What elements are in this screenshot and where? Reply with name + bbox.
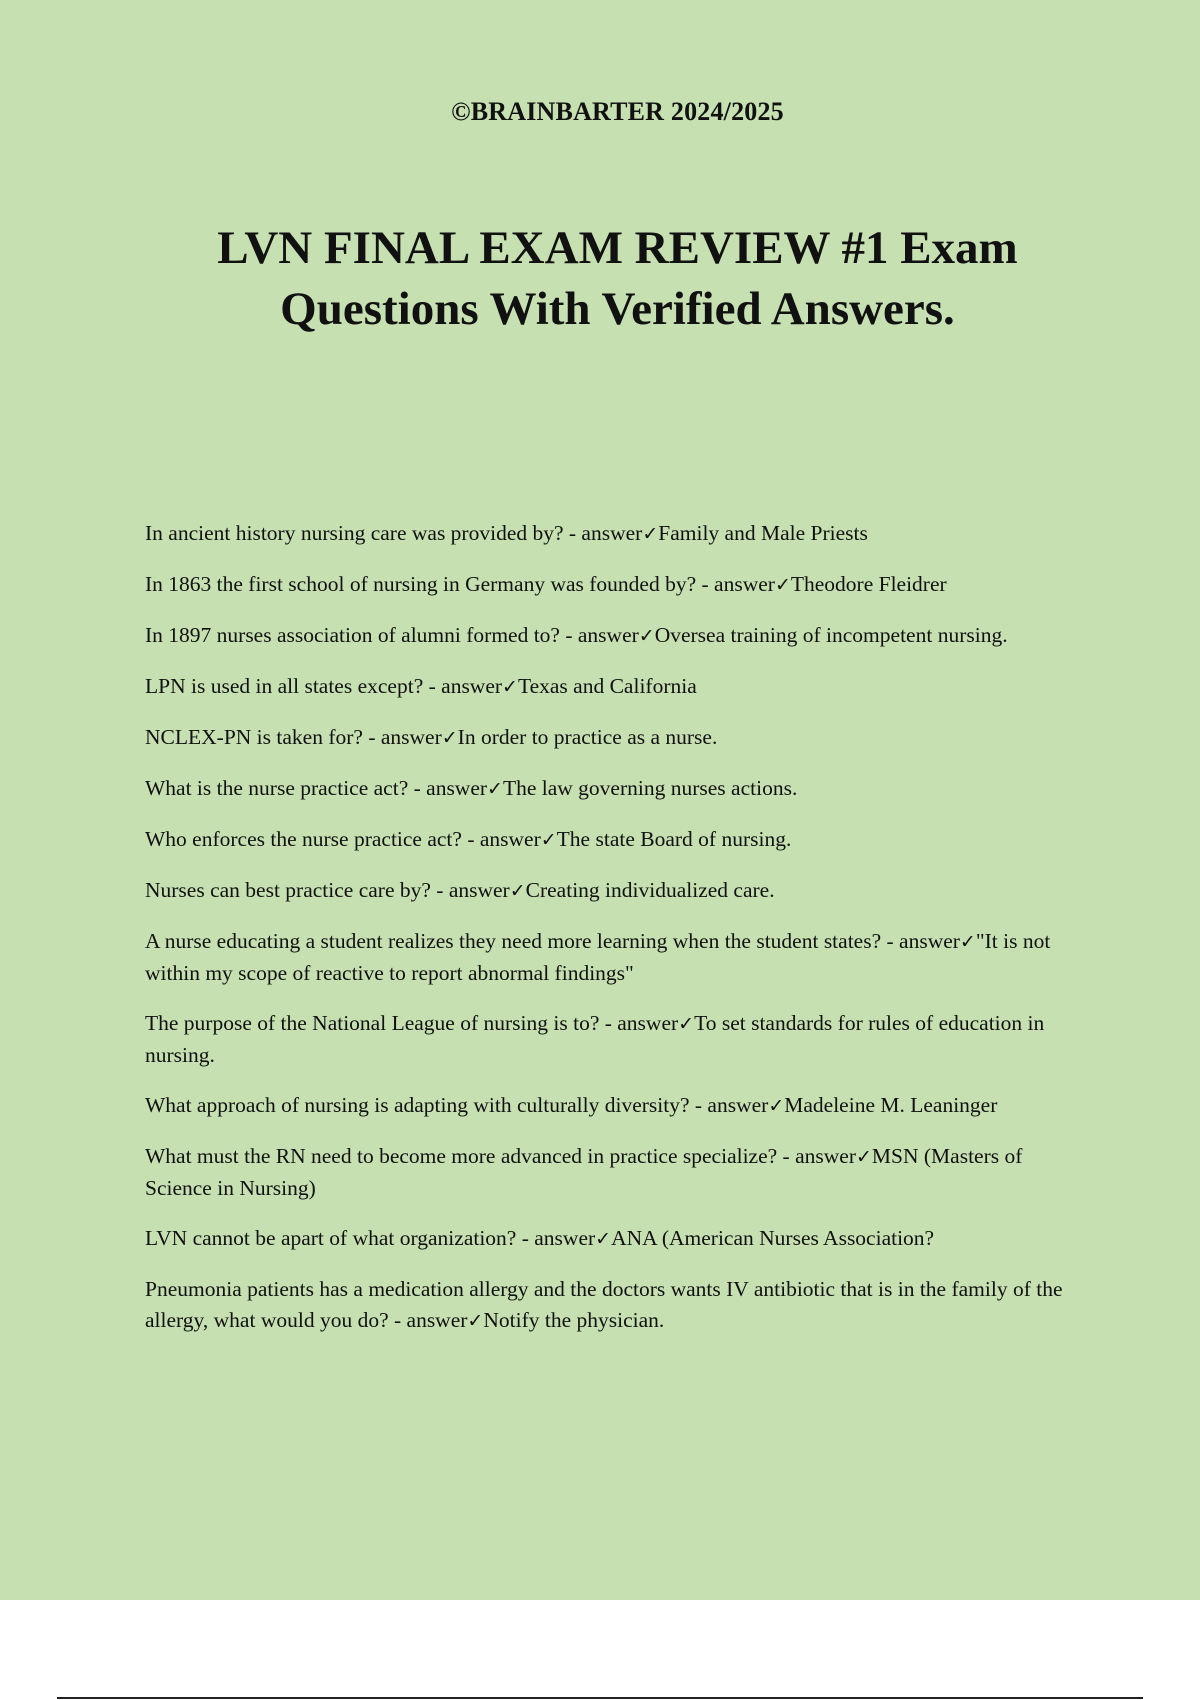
- qa-item: [145, 1090, 1065, 1122]
- qa-item: [145, 824, 1065, 856]
- answer-text: To set standards for rules of education in nursing.: [145, 1011, 1045, 1067]
- question-text: Pneumonia patients has a medication allergy and the doctors wants IV antibiotic that is in the family of the allergy, what would you do? - answer: [145, 1277, 1063, 1332]
- checkmark-icon: ✓: [441, 727, 458, 749]
- question-text: Who enforces the nurse practice act? - answer: [145, 827, 541, 851]
- checkmark-icon: ✓: [855, 1146, 872, 1168]
- question-text: In 1897 nurses association of alumni formed to? - answer: [145, 623, 639, 647]
- checkmark-icon: ✓: [509, 880, 526, 902]
- answer-text: Notify the physician.: [483, 1308, 665, 1332]
- footer-divider: [57, 1697, 1143, 1699]
- qa-item: [145, 620, 1065, 652]
- checkmark-icon: ✓: [467, 1310, 484, 1332]
- document-title: [140, 218, 1095, 340]
- answer-text: ANA (American Nurses Association?: [611, 1226, 935, 1250]
- answer-text: "It is not within my scope of reactive to report abnormal findings": [145, 929, 1051, 985]
- question-text: In 1863 the first school of nursing in Germany was founded by? - answer: [145, 572, 775, 596]
- question-text: What approach of nursing is adapting with culturally diversity? - answer: [145, 1093, 769, 1117]
- question-text: The purpose of the National League of nursing is to? - answer: [145, 1011, 679, 1035]
- answer-text: Texas and California: [517, 674, 697, 698]
- question-text: LPN is used in all states except? - answer: [145, 674, 503, 698]
- qa-item: [145, 1141, 1065, 1204]
- question-text: A nurse educating a student realizes they need more learning when the student states? - answer: [145, 929, 960, 953]
- qa-item: [145, 518, 1065, 550]
- qa-item: [145, 773, 1065, 805]
- qa-list: [145, 518, 1065, 1356]
- question-text: LVN cannot be apart of what organization? - answer: [145, 1226, 596, 1250]
- question-text: In ancient history nursing care was provided by? - answer: [145, 521, 643, 545]
- answer-text: Creating individualized care.: [525, 878, 775, 902]
- checkmark-icon: ✓: [642, 523, 659, 545]
- answer-text: The law governing nurses actions.: [502, 776, 798, 800]
- title-line-1: LVN FINAL EXAM REVIEW #1 Exam: [217, 222, 1018, 274]
- answer-text: In order to practice as a nurse.: [457, 725, 718, 749]
- question-text: Nurses can best practice care by? - answer: [145, 878, 510, 902]
- question-text: What is the nurse practice act? - answer: [145, 776, 488, 800]
- qa-item: [145, 722, 1065, 754]
- question-text: NCLEX-PN is taken for? - answer: [145, 725, 442, 749]
- checkmark-icon: ✓: [959, 931, 976, 953]
- answer-text: Theodore Fleidrer: [790, 572, 947, 596]
- checkmark-icon: ✓: [487, 778, 503, 800]
- qa-item: [145, 671, 1065, 703]
- answer-text: Family and Male Priests: [658, 521, 868, 545]
- qa-item: [145, 1223, 1065, 1255]
- checkmark-icon: ✓: [678, 1013, 695, 1035]
- qa-item: [145, 875, 1065, 907]
- checkmark-icon: ✓: [595, 1228, 612, 1250]
- copyright-header: ©BRAINBARTER 2024/2025: [451, 97, 784, 126]
- answer-text: Madeleine M. Leaninger: [784, 1093, 998, 1117]
- checkmark-icon: ✓: [768, 1095, 785, 1117]
- answer-text: MSN (Masters of Science in Nursing): [145, 1144, 1023, 1200]
- checkmark-icon: ✓: [638, 625, 655, 647]
- qa-item: [145, 569, 1065, 601]
- question-text: What must the RN need to become more advanced in practice specialize? - answer: [145, 1144, 856, 1168]
- checkmark-icon: ✓: [774, 574, 791, 596]
- qa-item: [145, 1274, 1065, 1337]
- checkmark-icon: ✓: [540, 829, 557, 851]
- title-line-2: Questions With Verified Answers.: [280, 283, 955, 335]
- qa-item: [145, 1008, 1065, 1071]
- answer-text: Oversea training of incompetent nursing.: [654, 623, 1008, 647]
- answer-text: The state Board of nursing.: [556, 827, 792, 851]
- qa-item: [145, 926, 1065, 989]
- checkmark-icon: ✓: [502, 676, 518, 698]
